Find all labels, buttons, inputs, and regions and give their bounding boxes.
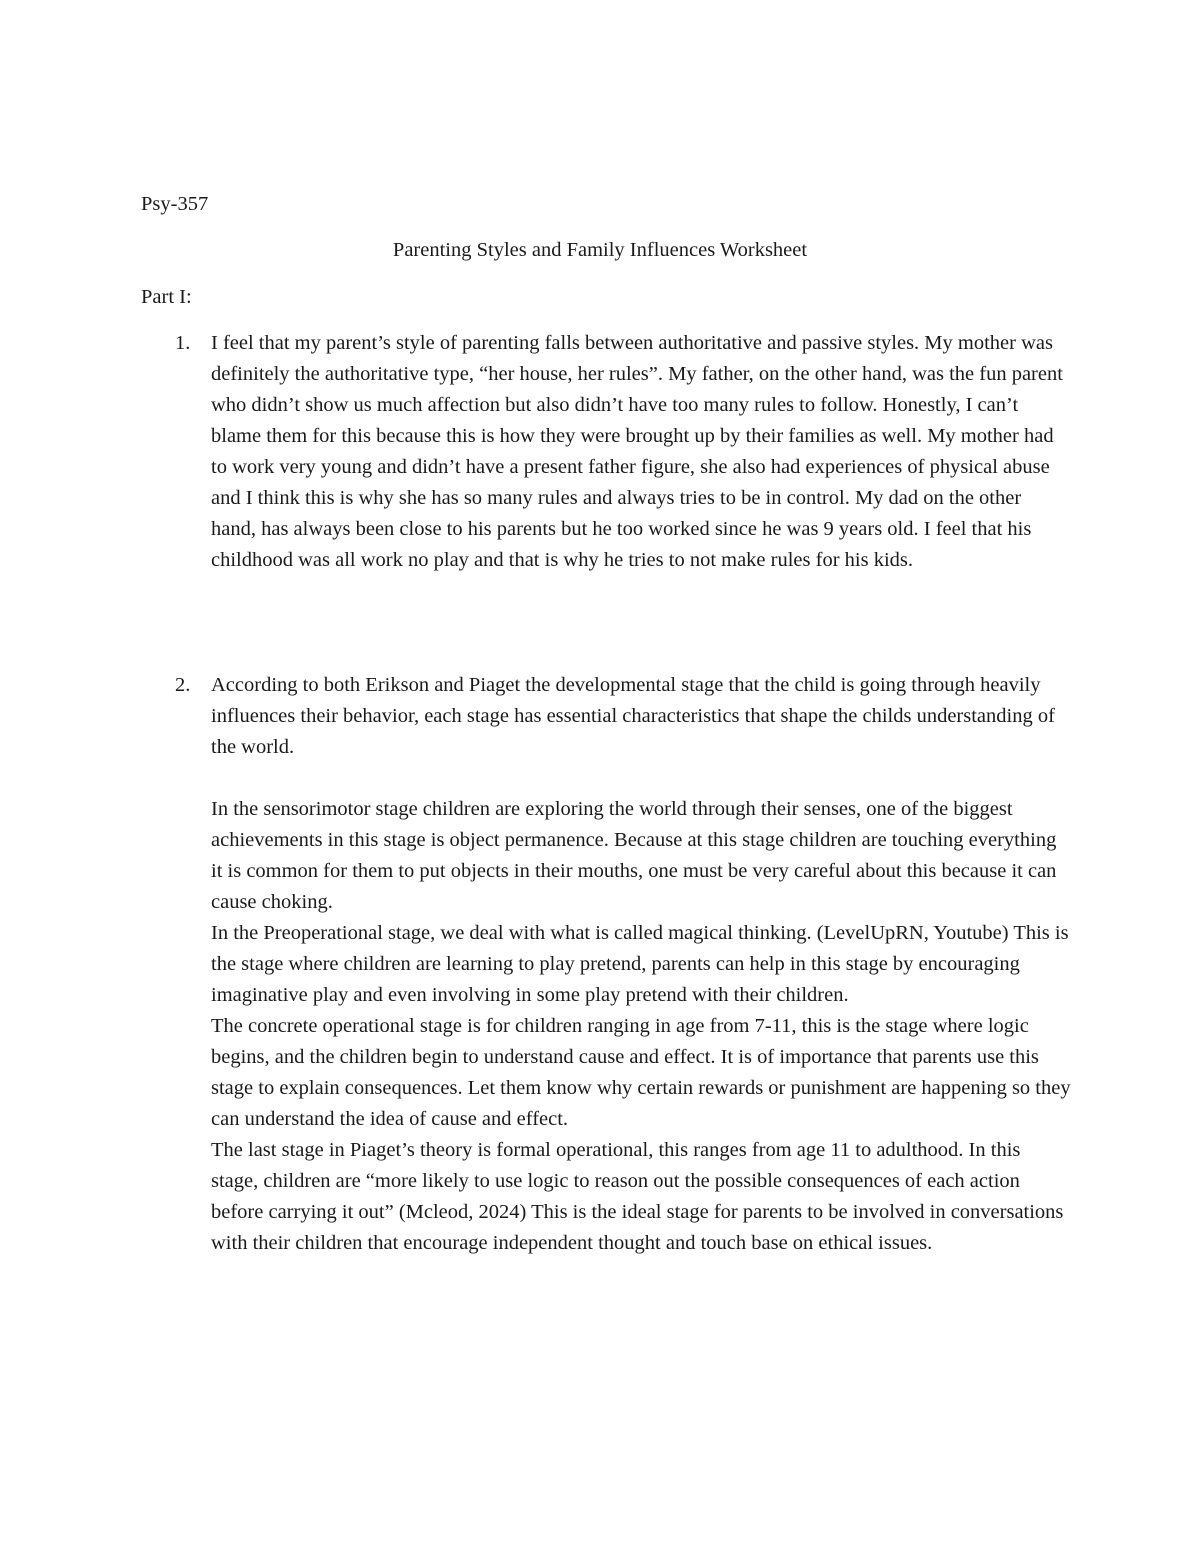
part-label: Part I: (141, 286, 192, 308)
concrete-operational-paragraph: The concrete operational stage is for children ranging in age from 7-11, this is the stage where logic begins, and the children begin to understand cause and effect. It is of importance that parents use this stage to explain consequences. Let them know why certain rewards or punishment are happening so they can understand the idea of cause and effect. (211, 1015, 1071, 1130)
answer-intro-paragraph: According to both Erikson and Piaget the developmental stage that the child is going through heavily influences their behavior, each stage has essential characteristics that shape the childs understanding of the world. (211, 674, 1055, 758)
sensorimotor-paragraph: In the sensorimotor stage children are exploring the world through their senses, one of the biggest achievements in this stage is object permanence. Because at this stage children are touching everything it is common for them to put objects in their mouths, one must be very careful about this because it can cause choking. (211, 798, 1057, 913)
list-number: 2. (175, 674, 191, 696)
list-item-text (211, 670, 1071, 1259)
list-number: 1. (175, 332, 191, 354)
course-code: Psy-357 (141, 193, 209, 215)
preoperational-paragraph: In the Preoperational stage, we deal with what is called magical thinking. (LevelUpRN, Youtube) This is the stage where children are learning to play pretend, parents can help in this stage by encouraging imaginative play and even involving in some play pretend with their children. (211, 922, 1069, 1006)
answer-paragraph: I feel that my parent’s style of parenting falls between authoritative and passive styles. My mother was definitely the authoritative type, “her house, her rules”. My father, on the other hand, was the fun parent who didn’t show us much affection but also didn’t have too many rules to follow. Honestly, I can’t blame them for this because this is how they were brought up by their families as well. My mother had to work very young and didn’t have a present father figure, she also had experiences of physical abuse and I think this is why she has so many rules and always tries to be in control. My dad on the other hand, has always been close to his parents but he too worked since he was 9 years old. I feel that his childhood was all work no play and that is why he tries to not make rules for his kids. (211, 332, 1063, 571)
list-item-text (211, 328, 1071, 576)
formal-operational-paragraph: The last stage in Piaget’s theory is formal operational, this ranges from age 11 to adulthood. In this stage, children are “more likely to use logic to reason out the possible consequences of each action before carrying it out” (Mcleod, 2024) This is the ideal stage for parents to be involved in conversations with their children that encourage independent thought and touch base on ethical issues. (211, 1139, 1064, 1254)
document-title: Parenting Styles and Family Influences Worksheet (392, 239, 808, 261)
